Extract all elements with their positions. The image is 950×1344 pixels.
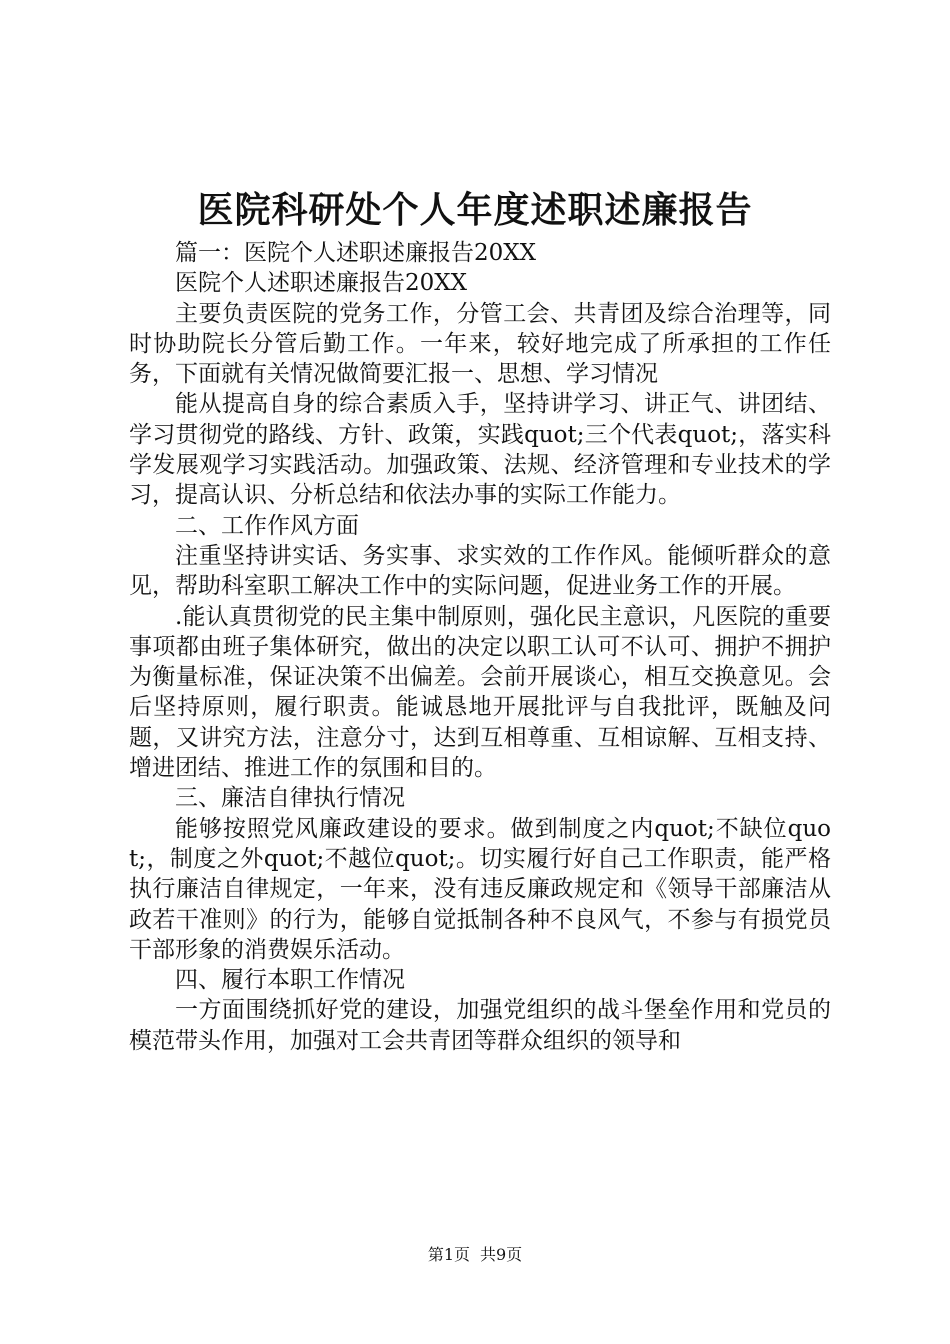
paragraph-study: 能从提高自身的综合素质入手，坚持讲学习、讲正气、讲团结、学习贯彻党的路线、方针、政策，实践quot;三个代表quot;，落实科学发展观学习实践活动。加强政策、法规、经济管理和专业技术的学习，提高认识、分析总结和依法办事的实际工作能力。	[129, 391, 831, 509]
paragraph-subtitle: 医院个人述职述廉报告20XX	[175, 270, 468, 297]
page-footer	[0, 1245, 950, 1265]
paragraph-duties: 一方面围绕抓好党的建设，加强党组织的战斗堡垒作用和党员的模范带头作用，加强对工会共青团等群众组织的领导和	[129, 997, 831, 1054]
paragraph-section-heading: 篇一：医院个人述职述廉报告20XX	[175, 240, 537, 266]
page-number: 第1页	[427, 1245, 470, 1264]
document-body	[129, 238, 831, 1056]
page-total: 共9页	[480, 1245, 523, 1264]
paragraph-heading-duties: 四、履行本职工作情况	[175, 967, 405, 994]
paragraph-integrity: 能够按照党风廉政建设的要求。做到制度之内quot;不缺位quot;，制度之外quot;不越位quot;。切实履行好自己工作职责，能严格执行廉洁自律规定，一年来，没有违反廉政规定和《领导干部廉洁从政若干准则》的行为，能够自觉抵制各种不良风气，不参与有损党员干部形象的消费娱乐活动。	[129, 815, 831, 963]
paragraph-democracy: .能认真贯彻党的民主集中制原则，强化民主意识，凡医院的重要事项都由班子集体研究，做出的决定以职工认可不认可、拥护不拥护为衡量标准，保证决策不出偏差。会前开展谈心，相互交换意见。会后坚持原则，履行职责。能诚恳地开展批评与自我批评，既触及问题，又讲究方法，注意分寸，达到互相尊重、互相谅解、互相支持、增进团结、推进工作的氛围和目的。	[129, 603, 831, 782]
paragraph-heading-integrity: 三、廉洁自律执行情况	[175, 785, 405, 812]
document-title: 医院科研处个人年度述职述廉报告	[197, 189, 753, 231]
paragraph-intro: 主要负责医院的党务工作，分管工会、共青团及综合治理等，同时协助院长分管后勤工作。一年来，较好地完成了所承担的工作任务，下面就有关情况做简要汇报一、思想、学习情况	[129, 300, 831, 388]
paragraph-work-style: 注重坚持讲实话、务实事、求实效的工作作风。能倾听群众的意见，帮助科室职工解决工作中的实际问题，促进业务工作的开展。	[129, 542, 831, 600]
paragraph-heading-work-style: 二、工作作风方面	[175, 512, 359, 539]
